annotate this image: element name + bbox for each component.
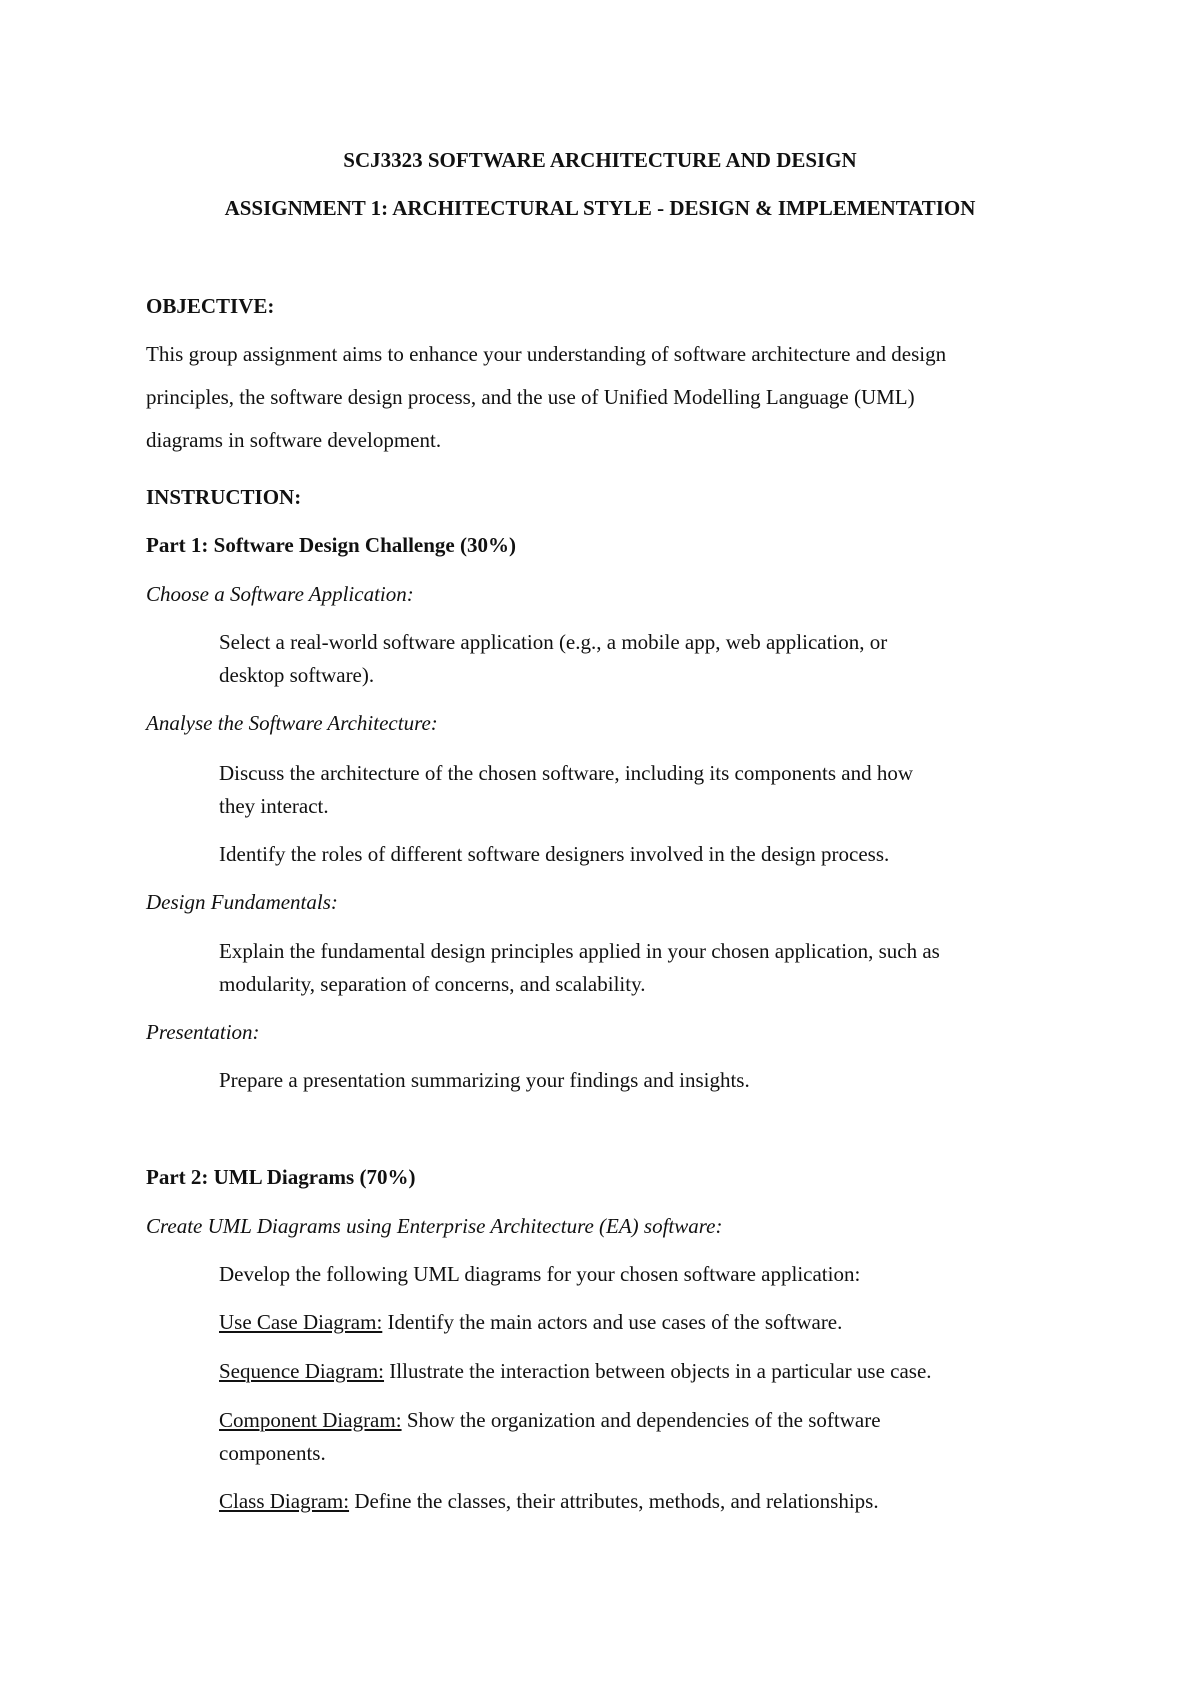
- part1-heading: Part 1: Software Design Challenge (30%): [146, 533, 516, 557]
- course-title: SCJ3323 SOFTWARE ARCHITECTURE AND DESIGN: [343, 148, 857, 172]
- diagram-item-class: [219, 1487, 879, 1515]
- objective-line: principles, the software design process, and the use of Unified Modelling Language (UML): [146, 385, 915, 409]
- analyse-label: Analyse the Software Architecture:: [146, 711, 438, 735]
- presentation-label: Presentation:: [146, 1020, 260, 1044]
- diagram-desc: Illustrate the interaction between objects in a particular use case.: [384, 1359, 932, 1383]
- diagram-name: Sequence Diagram:: [219, 1359, 385, 1383]
- fundamentals-line: Explain the fundamental design principles applied in your chosen application, such as: [219, 939, 940, 963]
- diagram-desc: Show the organization and dependencies of the software: [401, 1408, 881, 1432]
- objective-line: This group assignment aims to enhance your understanding of software architecture and design: [146, 342, 947, 366]
- assignment-title: ASSIGNMENT 1: ARCHITECTURAL STYLE - DESIGN & IMPLEMENTATION: [224, 196, 976, 220]
- objective-line: diagrams in software development.: [146, 428, 442, 452]
- choose-label: Choose a Software Application:: [146, 582, 414, 606]
- uml-intro: Develop the following UML diagrams for your chosen software application:: [219, 1262, 861, 1286]
- diagram-desc-continued: components.: [219, 1441, 326, 1465]
- fundamentals-label: Design Fundamentals:: [146, 890, 338, 914]
- part2-heading: Part 2: UML Diagrams (70%): [146, 1165, 416, 1189]
- presentation-text: Prepare a presentation summarizing your findings and insights.: [219, 1068, 750, 1092]
- objective-heading: OBJECTIVE:: [146, 294, 275, 318]
- analyse-item2: Identify the roles of different software designers involved in the design process.: [219, 842, 890, 866]
- analyse-line: Discuss the architecture of the chosen software, including its components and how: [219, 761, 913, 785]
- fundamentals-line: modularity, separation of concerns, and scalability.: [219, 972, 646, 996]
- diagram-desc: Identify the main actors and use cases of the software.: [382, 1310, 843, 1334]
- diagram-item-use-case: [219, 1308, 842, 1336]
- choose-line: Select a real-world software application (e.g., a mobile app, web application, or: [219, 630, 888, 654]
- diagram-name: Class Diagram:: [219, 1489, 350, 1513]
- diagram-name: Use Case Diagram:: [219, 1310, 383, 1334]
- diagram-desc: Define the classes, their attributes, methods, and relationships.: [349, 1489, 879, 1513]
- instruction-heading: INSTRUCTION:: [146, 485, 302, 509]
- choose-line: desktop software).: [219, 663, 375, 687]
- analyse-line: they interact.: [219, 794, 329, 818]
- diagram-item-sequence: [219, 1357, 932, 1385]
- diagram-item-component: [219, 1406, 881, 1434]
- diagram-name: Component Diagram:: [219, 1408, 402, 1432]
- create-uml-label: Create UML Diagrams using Enterprise Architecture (EA) software:: [146, 1214, 723, 1238]
